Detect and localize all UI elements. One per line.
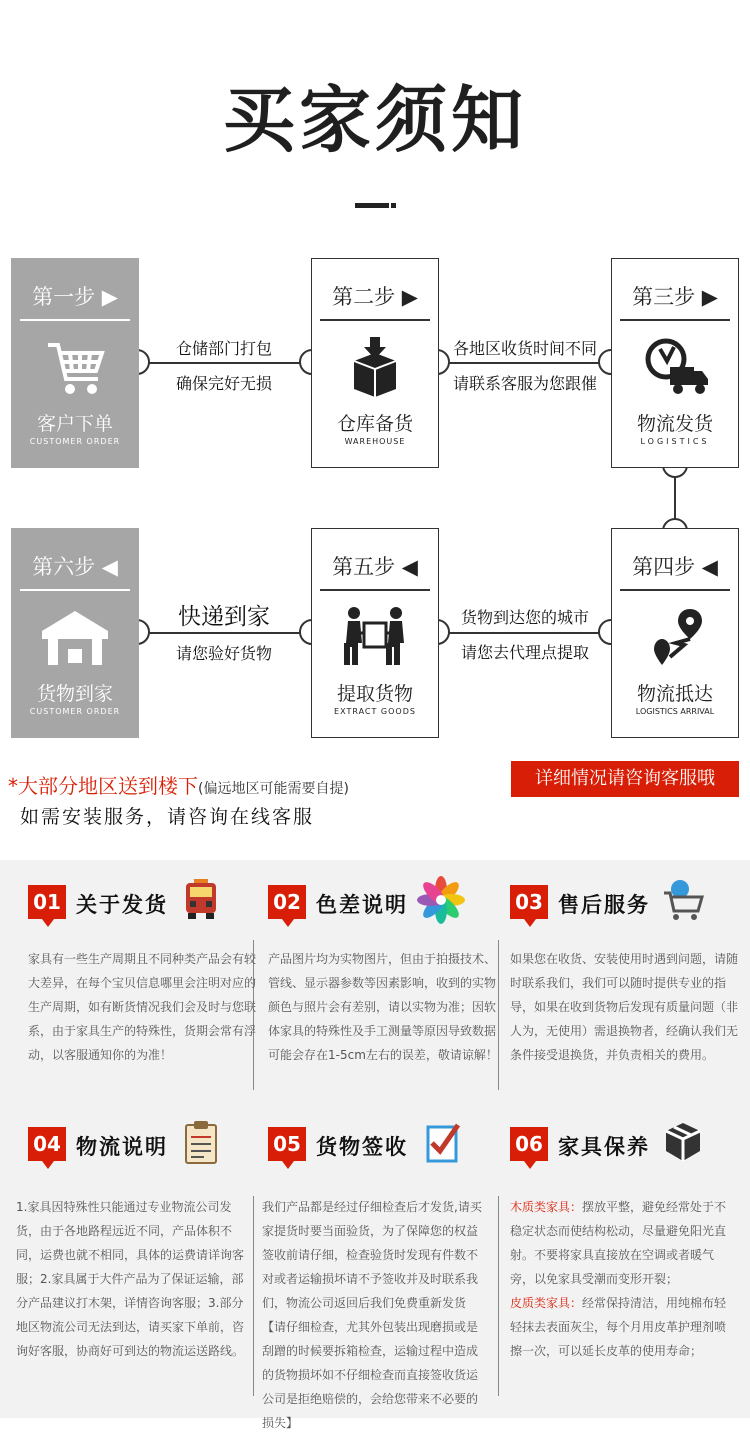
step-label: 第三步 ▶ [632,285,718,309]
step-divider [20,589,130,591]
step-6-box [11,528,139,738]
card-body: 如果您在收货、安装使用时遇到问题，请随时联系我们，我们可以随时提供专业的指导，如果在收到货物后发现有质量问题（非人为，无使用）需退换物者，经确认我们无条件接受退换货，并负责相关的费用。 [510,952,739,1062]
card-number: 05 [268,1127,306,1161]
step-label: 第一步 ▶ [32,285,118,309]
step-name: 物流抵达 [636,683,713,705]
box-cube-icon [660,1119,706,1165]
card-number: 03 [510,885,548,919]
shopping-cart-globe-icon [660,877,706,923]
connector-text-6-5 [150,598,298,664]
card-body: 1.家具因特殊性只能通过专业物流公司发货，由于各地路程远近不同，产品体积不同，运费也就不相同，具体的运费请详询客服；2.家具属于大件产品为了保证运输，部分产品建议打木架，详情咨询客服；3.部分地区物流公司无法到达，请买家下单前，咨询好客服，协商好可到达的物流运送路线。 [16,1200,245,1358]
card-title: 货物签收 [316,1135,408,1159]
step-2-box [311,258,439,468]
delivery-note [8,770,349,799]
step-label: 第六步 ◀ [32,555,118,579]
card-body [510,1195,736,1363]
card-body: 产品图片均为实物图片，但由于拍摄技术、管线、显示器参数等因素影响，收到的实物颜色与照片会有差别，请以实物为准；因软体家具的特殊性及手工测量等原因导致数据可能会存在1-5cm左右的误差，敬请谅解！ [268,952,498,1062]
step-4-box [611,528,739,738]
step-en-name: CUSTOMER ORDER [29,707,121,716]
note-star: * [8,774,18,798]
card-number: 02 [268,885,306,919]
connector-text-line: 快递到家 [178,604,270,630]
wood-label: 木质类家具： [510,1200,583,1214]
divider [253,1196,254,1396]
card-title: 售后服务 [558,893,650,917]
connector-text-line: 货物到达您的城市 [460,608,589,627]
wood-body: 摆放平整，避免经常处于不稳定状态而使结构松动，尽量避免阳光直射。不要将家具直接放在空调或者暖气旁，以免家具受潮而变形开裂； [510,1200,727,1286]
step-name: 提取货物 [336,683,413,705]
fire-truck-icon [178,877,224,923]
card-number: 01 [28,885,66,919]
step-label: 第二步 ▶ [332,285,418,309]
garage-home-icon [12,603,138,673]
connector-text-5-4 [440,605,610,663]
map-pin-route-icon [612,603,738,673]
connector-text-line: 请您去代理点提取 [460,643,589,662]
connector-text-1-2 [150,336,298,394]
card-body: 我们产品都是经过仔细检查后才发货,请买家提货时要当面验货，为了保障您的权益签收前请仔细，检查验货时发现有件数不对或者运输损坏请不予签收并及时联系我们，物流公司返回后我们免费重新发货【请仔细检查，尤其外包装出现磨损或是刮蹭的时候要拆箱检查，运输过程中造成的货物损坏如不仔细检查而直接签收货运公司是拒绝赔偿的，会给您带来不必要的损失】 [262,1200,482,1430]
step-name: 物流发货 [636,413,713,435]
step-divider [620,589,730,591]
contact-service-button[interactable]: 详细情况请咨询客服哦 [511,761,739,797]
connector-text-2-3 [440,336,610,394]
connector-text-line: 仓储部门打包 [175,339,272,358]
step-divider [620,319,730,321]
porters-carrying-box-icon [312,603,438,673]
card-number: 04 [28,1127,66,1161]
connector-text-line: 确保完好无损 [175,374,272,393]
step-name: 客户下单 [36,413,113,435]
note-delivery-small: (偏远地区可能需要自提) [198,781,349,797]
step-name: 货物到家 [36,683,113,705]
card-title: 物流说明 [76,1135,168,1159]
page-title: 买家须知 [222,78,527,162]
card-body: 家具有一些生产周期且不同种类产品会有较大差异，在每个宝贝信息哪里会注明对应的生产周期，如有断货情况我们会及时与您联系，由于家具生产的特殊性，货期会常有浮动，以客服通知你的为准！ [28,952,257,1062]
step-divider [320,319,430,321]
card-title: 色差说明 [316,893,408,917]
step-en-name: WAREHOUSE [344,437,406,446]
shopping-cart-icon [12,333,138,403]
connector-text-line: 请您验好货物 [175,644,272,663]
step-en-name: EXTRACT GOODS [334,707,416,716]
step-label: 第五步 ◀ [332,555,418,579]
delivery-truck-icon [612,333,738,403]
step-label: 第四步 ◀ [632,555,718,579]
checklist-icon [418,1119,464,1165]
step-divider [20,319,130,321]
card-number: 06 [510,1127,548,1161]
title-underline [355,203,389,208]
install-note: 如需安装服务，请咨询在线客服 [20,806,315,828]
divider [498,1196,499,1396]
step-en-name: LOGISTICS [640,437,710,446]
card-title: 家具保养 [558,1135,650,1159]
step-en-name: CUSTOMER ORDER [29,437,121,446]
step-name: 仓库备货 [336,413,413,435]
color-wheel-icon [418,877,464,923]
warehouse-box-icon [312,333,438,403]
clipboard-icon [178,1119,224,1165]
step-3-box [611,258,739,468]
card-title: 关于发货 [76,893,168,917]
note-delivery: 大部分地区送到楼下 [18,774,198,798]
connector-text-line: 请联系客服为您跟催 [452,374,597,393]
leather-label: 皮质类家具： [510,1296,583,1310]
step-1-box [11,258,139,468]
step-5-box [311,528,439,738]
step-en-name: LOGISTICS ARRIVAL [635,707,715,716]
connector-text-line: 各地区收货时间不同 [452,339,597,358]
leather-body: 经常保持清洁，用纯棉布轻轻抹去表面灰尘，每个月用皮革护理剂喷擦一次，可以延长皮革的使用寿命； [510,1296,727,1358]
step-divider [320,589,430,591]
